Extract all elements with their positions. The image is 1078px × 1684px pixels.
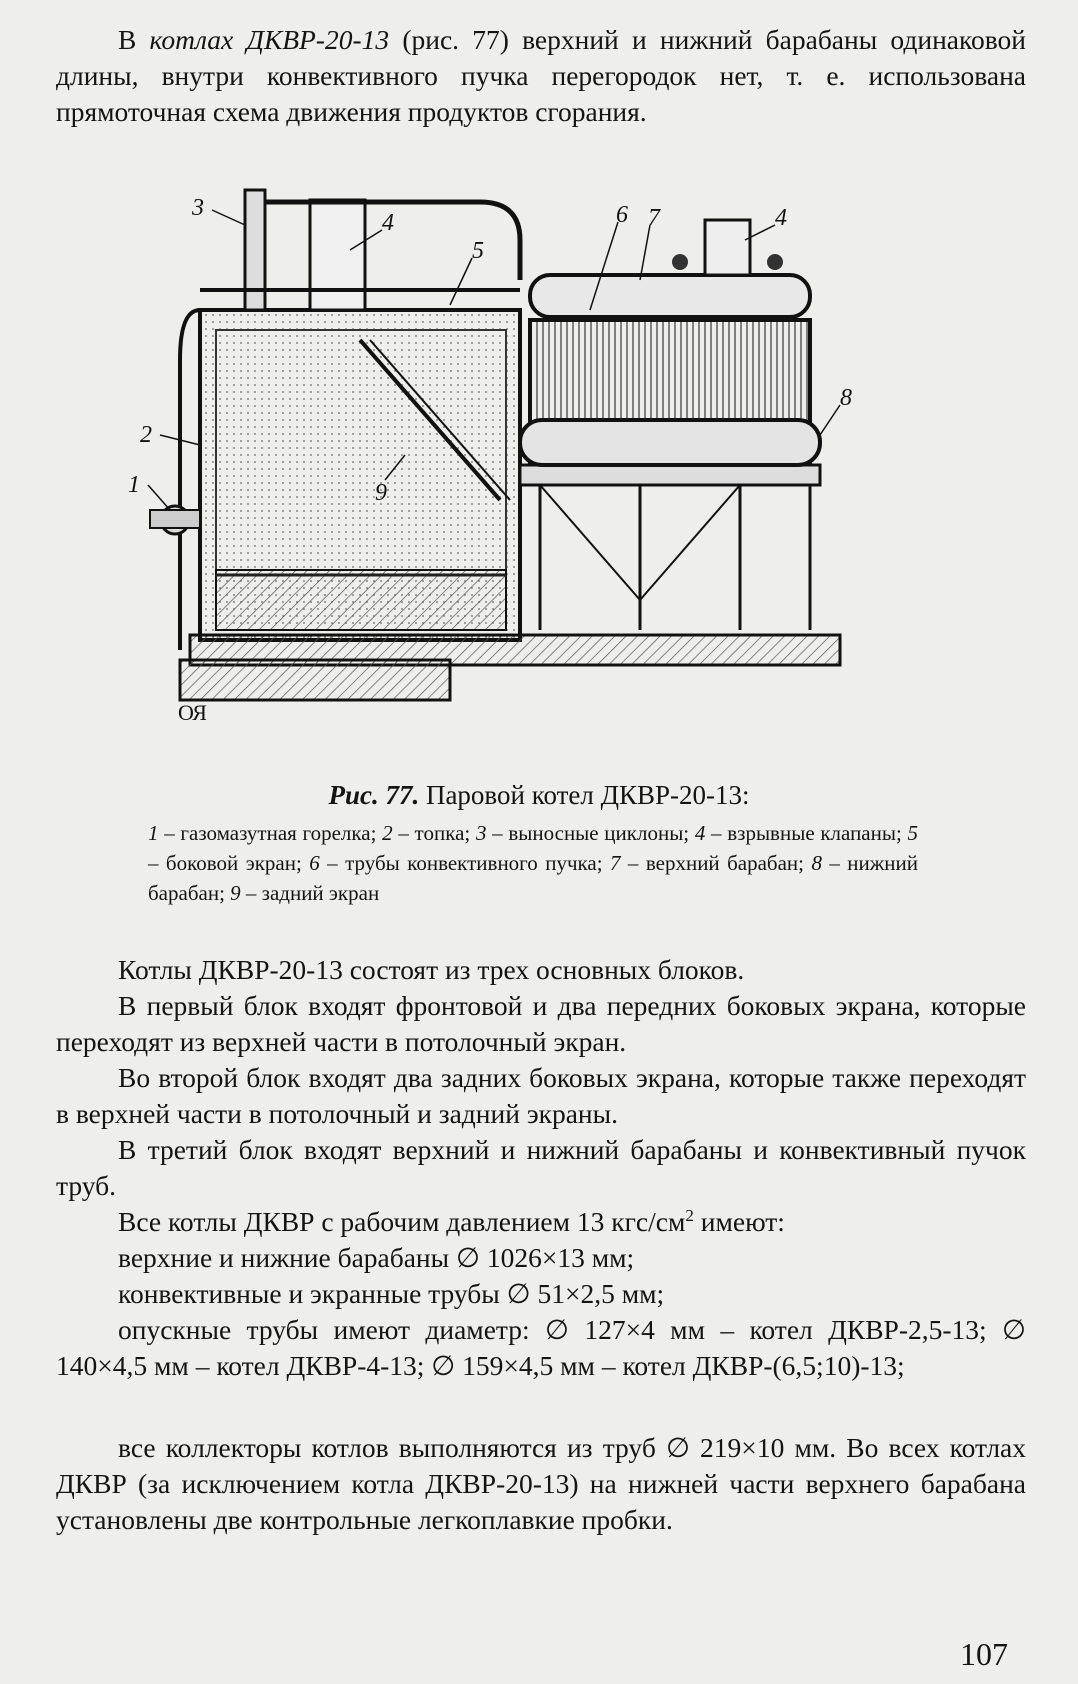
legend-num: 3 bbox=[475, 821, 487, 845]
figure-number: Рис. 77. bbox=[328, 780, 420, 810]
explosion-valves bbox=[672, 220, 783, 275]
foundation bbox=[180, 635, 840, 700]
legend-text: – задний экран bbox=[240, 881, 380, 905]
figure-legend bbox=[148, 818, 918, 908]
legend-num: 6 bbox=[309, 851, 320, 875]
label-lower-drum: 8 bbox=[840, 385, 852, 411]
body-paragraph-5 bbox=[56, 1204, 1026, 1240]
legend-text: – верхний барабан; bbox=[620, 851, 812, 875]
legend-text: – газомазутная горелка; bbox=[158, 821, 383, 845]
lower-drum bbox=[520, 420, 820, 465]
label-convective-tubes: 6 bbox=[616, 202, 628, 228]
legend-num: 8 bbox=[811, 851, 822, 875]
upper-drum bbox=[530, 275, 810, 317]
pressure-text-end: имеют: bbox=[693, 1206, 785, 1237]
label-side-screen: 5 bbox=[472, 238, 484, 264]
legend-num: 7 bbox=[609, 851, 621, 875]
body-paragraph-3: Во второй блок входят два задних боковых экрана, которые также переходят в верхней части в потолочный и задний экраны. bbox=[56, 1062, 1026, 1129]
legend-num: 1 bbox=[148, 821, 159, 845]
legend-num: 2 bbox=[382, 821, 393, 845]
legend-text: – трубы конвективного пучка; bbox=[319, 851, 610, 875]
label-furnace: 2 bbox=[140, 422, 152, 448]
legend-text: – нижний барабан; bbox=[148, 851, 918, 905]
body-paragraph-7: конвективные и экранные трубы ∅ 51×2,5 мм; bbox=[118, 1278, 665, 1309]
body-paragraph-6: верхние и нижние барабаны ∅ 1026×13 мм; bbox=[118, 1242, 635, 1273]
body-paragraph-9: все коллекторы котлов выполняются из труб ∅ 219×10 мм. Во всех котлах ДКВР (за исключением котла ДКВР-20-13) на нижней части верхнего барабана установлены две контрольные легкоплавкие пробки. bbox=[56, 1432, 1026, 1535]
intro-rest: (рис. 77) верхний и нижний барабаны одинаковой длины, внутри конвективного пучка перегородок нет, т. е. использована прямоточная схема движения продуктов сгорания. bbox=[56, 24, 1026, 127]
legend-text: – взрывные клапаны; bbox=[705, 821, 908, 845]
intro-boiler-name: котлах ДКВР-20-13 bbox=[149, 24, 390, 55]
legend-text: – топка; bbox=[392, 821, 476, 845]
boiler-diagram bbox=[120, 180, 950, 740]
page-number: 107 bbox=[960, 1636, 1008, 1672]
label-cyclones: 3 bbox=[192, 195, 204, 221]
label-rear-screen: 9 bbox=[375, 480, 387, 506]
legend-text: – боковой экран; bbox=[148, 851, 310, 875]
furnace-block bbox=[200, 310, 520, 640]
legend-num: 5 bbox=[907, 821, 919, 845]
pressure-text: Все котлы ДКВР с рабочим давлением 13 кгс/см bbox=[118, 1206, 686, 1237]
legend-num: 9 bbox=[230, 881, 241, 905]
intro-paragraph bbox=[56, 22, 1026, 130]
label-valves-left: 4 bbox=[382, 210, 394, 236]
pressure-superscript: 2 bbox=[685, 1205, 694, 1225]
label-upper-drum: 7 bbox=[648, 205, 660, 231]
figure-caption-title bbox=[0, 778, 1078, 812]
body-paragraph-4: В третий блок входят верхний и нижний барабаны и конвективный пучок труб. bbox=[56, 1134, 1026, 1201]
legend-text: – выносные циклоны; bbox=[486, 821, 695, 845]
label-burner: 1 bbox=[128, 472, 140, 498]
body-paragraph-1: Котлы ДКВР-20-13 состоят из трех основных блоков. bbox=[118, 954, 745, 985]
legend-num: 4 bbox=[694, 821, 706, 845]
intro-lead: В bbox=[118, 24, 150, 55]
burner bbox=[150, 506, 200, 534]
label-oya: ОЯ bbox=[178, 700, 207, 725]
body-paragraph-2: В первый блок входят фронтовой и два передних боковых экрана, которые переходят из верхней части в потолочный экран. bbox=[56, 990, 1026, 1057]
body-paragraph-8: опускные трубы имеют диаметр: ∅ 127×4 мм – котел ДКВР-2,5-13; ∅ 140×4,5 мм – котел ДКВР-4-13; ∅ 159×4,5 мм – котел ДКВР-(6,5;10)-13; bbox=[56, 1314, 1026, 1381]
support-frame bbox=[540, 485, 810, 630]
label-valves-right: 4 bbox=[775, 205, 787, 231]
figure-title: Паровой котел ДКВР-20-13: bbox=[419, 780, 750, 810]
